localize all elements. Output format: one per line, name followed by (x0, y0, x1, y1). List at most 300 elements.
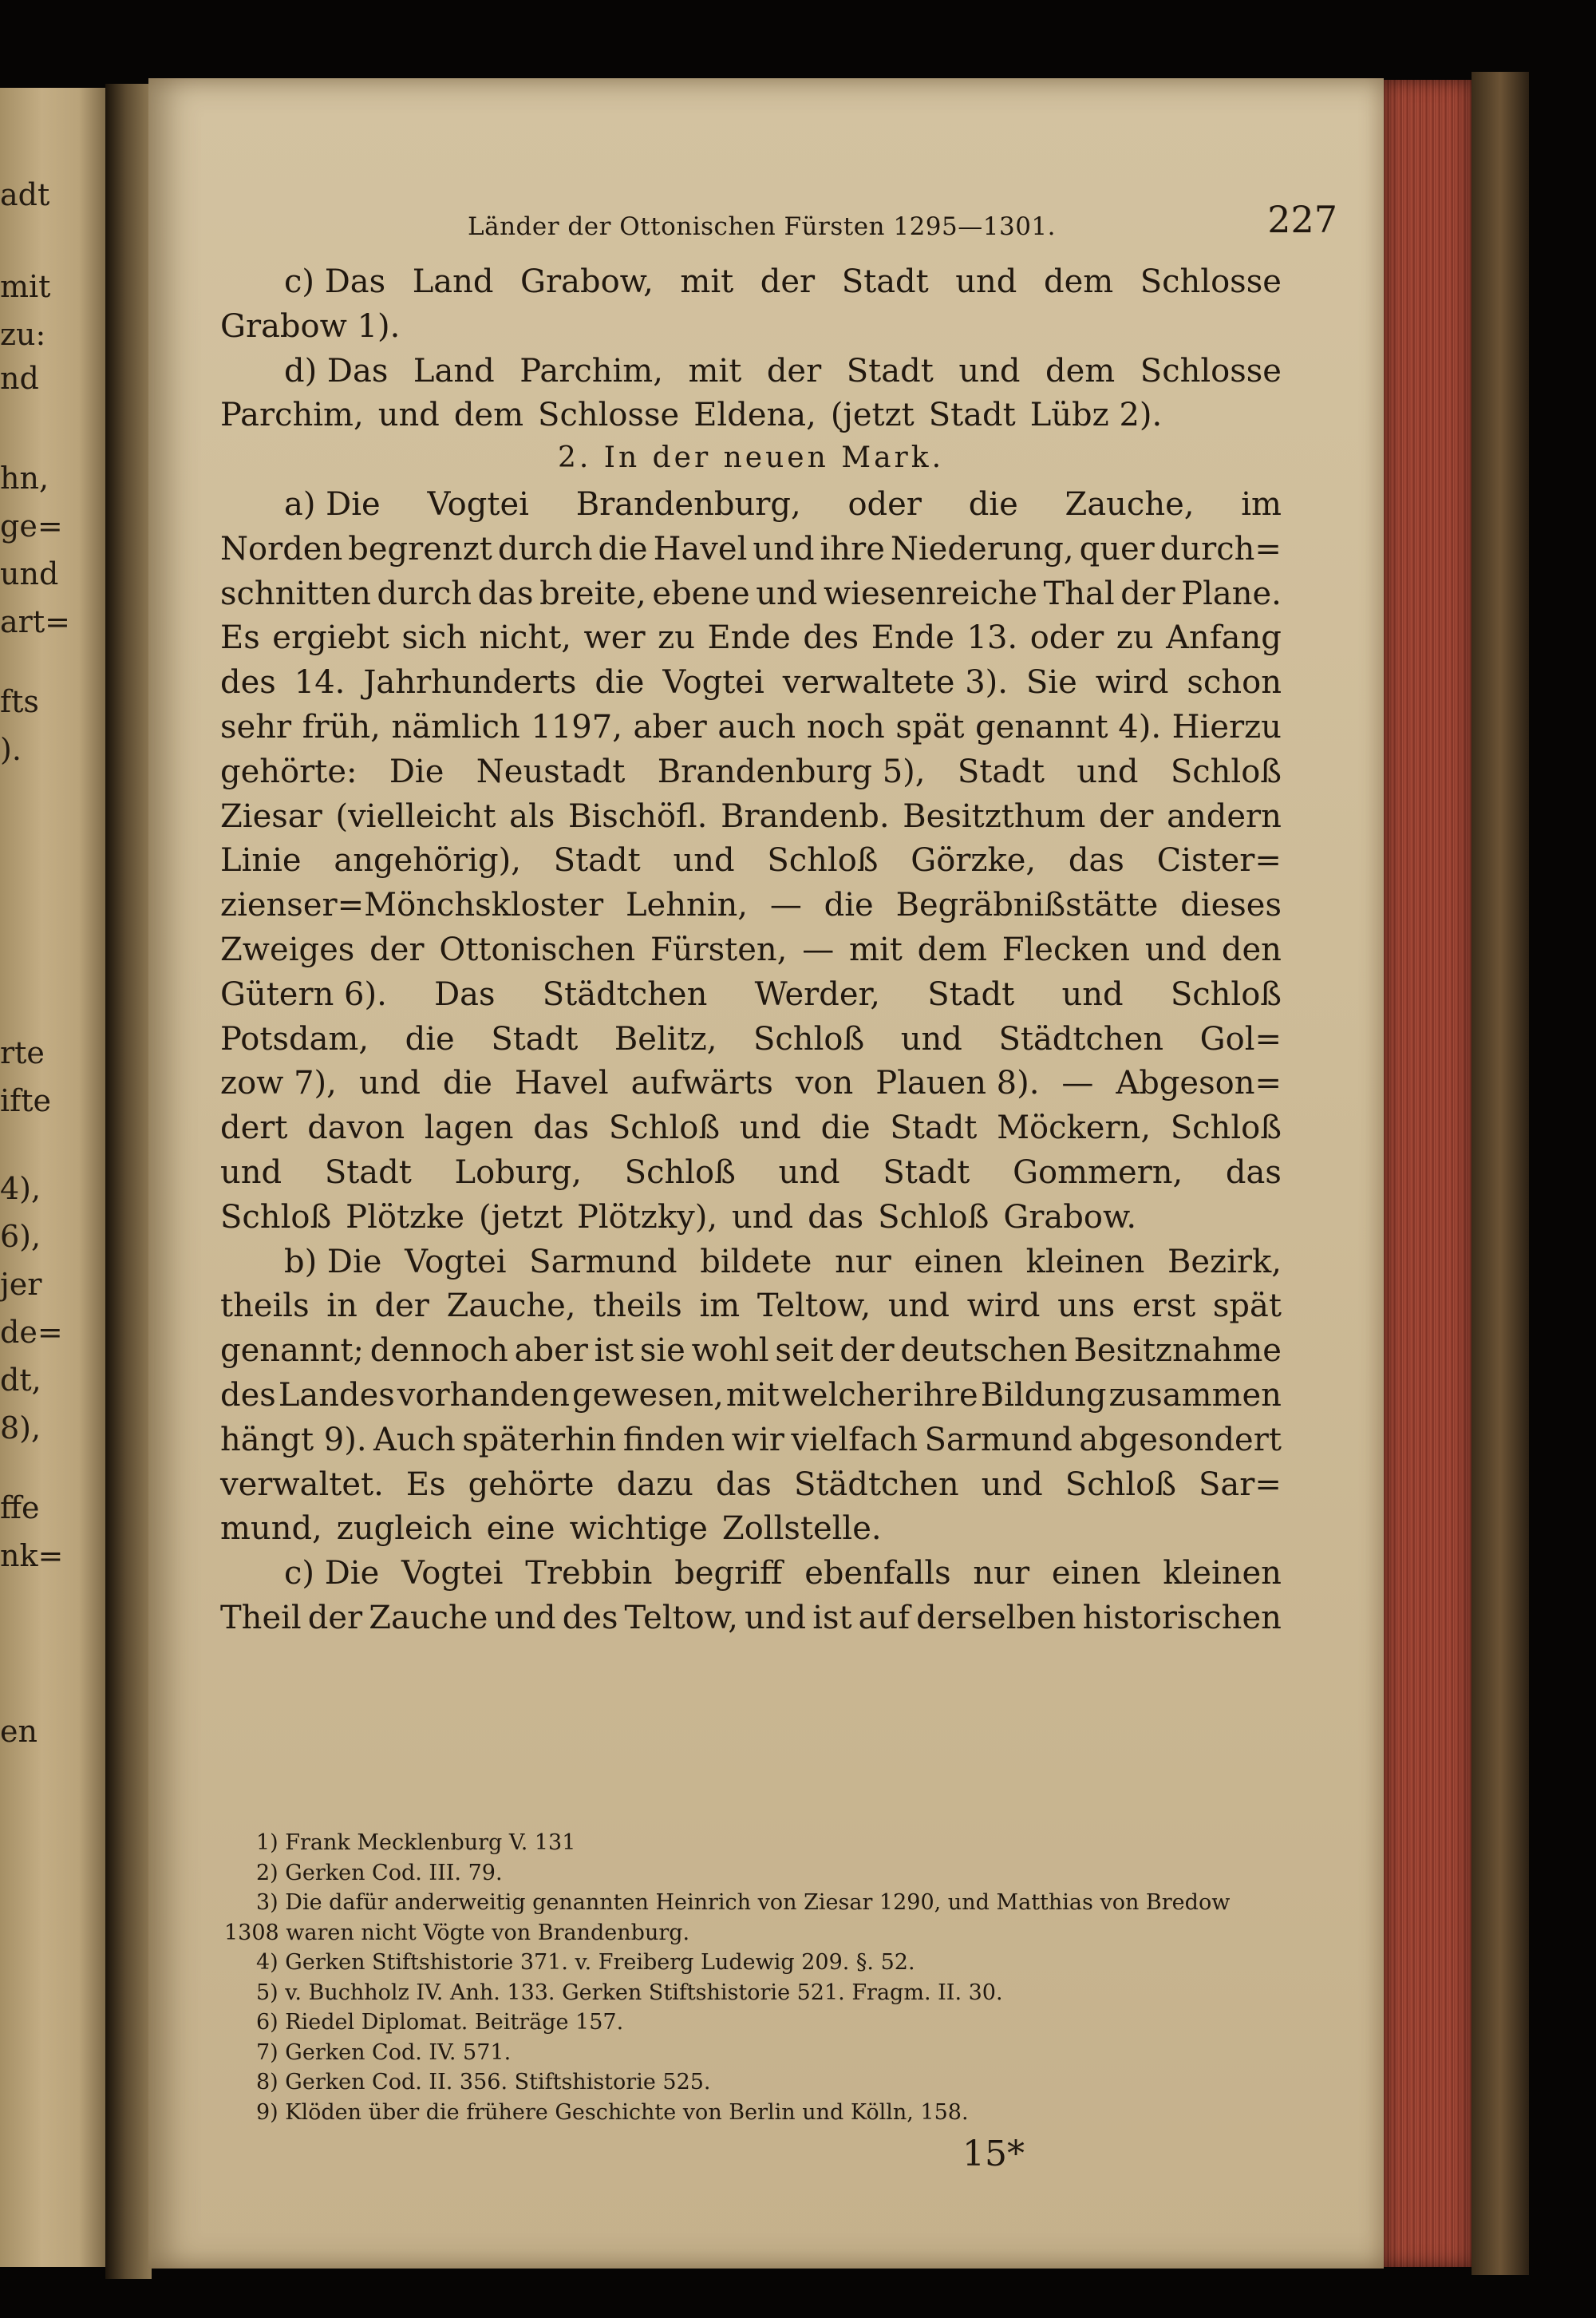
word: wird (1095, 664, 1169, 701)
word: (jetzt (830, 397, 915, 433)
running-title: Länder der Ottonischen Fürsten 1295—1301. (468, 212, 1056, 241)
word: und (494, 1600, 556, 1636)
text-line (220, 1065, 1282, 1110)
left-page-fragment: dt, (0, 1363, 41, 1398)
word: Teltow, (624, 1600, 738, 1636)
word: Stadt (846, 353, 934, 390)
word: c) Die (284, 1555, 380, 1592)
word: dert (220, 1110, 288, 1146)
word: gehörte: (220, 754, 358, 790)
word: mit (680, 263, 734, 300)
word: Schlosse (538, 397, 680, 433)
word: davon (307, 1110, 405, 1146)
word: die (968, 486, 1018, 523)
word: Plane. (1181, 576, 1282, 612)
word: die (820, 1110, 871, 1146)
word: Hierzu (1171, 709, 1282, 746)
word: der (839, 1332, 895, 1369)
word: die (824, 887, 874, 924)
word: Schlosse (1140, 353, 1282, 390)
word: durch (377, 576, 472, 612)
word: aber (514, 1332, 588, 1369)
word: seit (775, 1332, 834, 1369)
word: der (766, 353, 822, 390)
word: Neustadt (476, 754, 626, 790)
word: finden (622, 1422, 725, 1458)
word: Stadt (841, 263, 929, 300)
word: genannt; (220, 1332, 364, 1369)
word: Vogtei (427, 486, 529, 523)
text-line (220, 1021, 1282, 1066)
word: Schloß (1170, 976, 1282, 1013)
text-line (220, 1154, 1282, 1199)
word: durch (497, 531, 593, 568)
word: Havel (653, 531, 748, 568)
word: Stadt (324, 1154, 412, 1191)
word: und (753, 531, 815, 568)
left-page-fragment: mit (0, 269, 51, 304)
word: 1197, (531, 709, 622, 746)
word: das (477, 576, 534, 612)
word: und (756, 576, 818, 612)
word: mund, (220, 1510, 322, 1547)
word: Görzke, (911, 842, 1037, 879)
text-line (220, 1244, 1282, 1288)
word: Auch (373, 1422, 456, 1458)
word: eine (486, 1510, 555, 1547)
word: Zollstelle. (721, 1510, 882, 1547)
word: dieses (1180, 887, 1282, 924)
footnote: 2) Gerken Cod. III. 79. (256, 1861, 503, 1885)
word: 13. (966, 619, 1018, 656)
left-page-fragment: 4), (0, 1171, 41, 1206)
word: Besitzthum (903, 798, 1086, 835)
page-header (468, 198, 1361, 254)
word: verwaltete 3). (782, 664, 1008, 701)
word: spät (895, 709, 965, 746)
word: gewesen, (572, 1377, 724, 1414)
word: Belitz, (614, 1021, 717, 1058)
footnote: 6) Riedel Diplomat. Beiträge 157. (256, 2010, 624, 2035)
footnote: 3) Die dafür anderweitig genannten Heinrich von Ziesar 1290, und Matthias von Bredow (256, 1890, 1231, 1915)
text-line (220, 1422, 1282, 1466)
word: sehr (220, 709, 292, 746)
word: ist (812, 1600, 852, 1636)
text-line (220, 1110, 1282, 1154)
word: Lübz 2). (1029, 397, 1163, 433)
text-line (220, 842, 1282, 887)
word: das (1068, 842, 1124, 879)
word: das (533, 1110, 590, 1146)
footnote: 4) Gerken Stiftshistorie 371. v. Freiberg Ludewig 209. §. 52. (256, 1950, 915, 1975)
word: kleinen (1163, 1555, 1282, 1592)
word: dem (1043, 263, 1114, 300)
word: derselben (916, 1600, 1077, 1636)
word: ebenfalls (804, 1555, 951, 1592)
word: einen (914, 1244, 1004, 1280)
word: nur (835, 1244, 891, 1280)
word: wird (966, 1288, 1041, 1324)
word: schnitten (220, 576, 371, 612)
word: Lehnin, (625, 887, 748, 924)
word: auch (717, 709, 796, 746)
signature-mark: 15* (962, 2134, 1025, 2174)
left-facing-page (0, 88, 105, 2267)
word: Begräbnißstätte (895, 887, 1159, 924)
word: Stadt (957, 754, 1045, 790)
word: Gol= (1199, 1021, 1282, 1058)
word: Eldena, (693, 397, 816, 433)
text-line (220, 308, 1282, 353)
word: durch= (1159, 531, 1282, 568)
word: und (778, 1154, 840, 1191)
word: Fürsten, (650, 932, 788, 968)
word: Zauche (369, 1600, 488, 1636)
word: d) Das (284, 353, 389, 390)
word: Stadt (928, 397, 1016, 433)
word: die (595, 664, 645, 701)
word: gehörte (468, 1466, 595, 1503)
text-line (220, 576, 1282, 620)
word: und (887, 1288, 950, 1324)
left-page-fragment: zu: (0, 317, 46, 352)
word: Sarmund (529, 1244, 678, 1280)
word: Gommern, (1013, 1154, 1183, 1191)
word: des (562, 1600, 618, 1636)
left-page-fragment: nd (0, 361, 39, 396)
word: andern (1167, 798, 1282, 835)
word: Thal (1043, 576, 1115, 612)
word: und (1144, 932, 1207, 968)
left-page-fragment: adt (0, 177, 50, 212)
word: Zweiges (220, 932, 355, 968)
word: Zauche, (446, 1288, 576, 1324)
text-line (220, 1199, 1282, 1244)
word: und (1061, 976, 1124, 1013)
word: der (1120, 576, 1175, 612)
word: den (1221, 932, 1282, 968)
word: Es (220, 619, 260, 656)
left-page-fragment: ffe (0, 1490, 40, 1525)
word: Grabow 1). (220, 308, 401, 345)
word: Werder, (754, 976, 880, 1013)
left-page-fragment: ). (0, 732, 22, 767)
word: und (739, 1110, 801, 1146)
word: früh, (302, 709, 381, 746)
word: ergiebt (272, 619, 389, 656)
word: Theil (220, 1600, 302, 1636)
word: Schloß (878, 1199, 990, 1236)
word: Möckern, (997, 1110, 1152, 1146)
word: Ende (871, 619, 954, 656)
word: wichtige (569, 1510, 708, 1547)
word: die (405, 1021, 455, 1058)
text-line (220, 397, 1282, 441)
word: genannt 4). (975, 709, 1162, 746)
word: die (442, 1065, 492, 1102)
page-number: 227 (1267, 198, 1337, 241)
word: Schloß (608, 1110, 721, 1146)
text-line (220, 486, 1282, 531)
left-page-fragment: 6), (0, 1219, 41, 1254)
word: noch (806, 709, 885, 746)
text-line (220, 1377, 1282, 1422)
word: und (732, 1199, 794, 1236)
word: Schlosse (1140, 263, 1282, 300)
word: dennoch (369, 1332, 508, 1369)
word: Schloß (1170, 754, 1282, 790)
word: zusammen (1108, 1377, 1282, 1414)
left-page-fragment: fts (0, 684, 39, 719)
word: Plötzke (346, 1199, 465, 1236)
word: und (900, 1021, 962, 1058)
word: a) Die (284, 486, 381, 523)
word: angehörig), (334, 842, 521, 879)
word: und (745, 1600, 807, 1636)
word: späterhin (462, 1422, 617, 1458)
text-line (220, 531, 1282, 576)
word: dem (917, 932, 987, 968)
word: als (509, 798, 555, 835)
left-page-fragment: ifte (0, 1083, 51, 1118)
text-line (220, 1555, 1282, 1600)
word: auf (858, 1600, 911, 1636)
word: (vielleicht (335, 798, 496, 835)
word: — (1061, 1065, 1094, 1102)
book-page (148, 78, 1384, 2269)
text-line (220, 976, 1282, 1021)
page-edges (1384, 80, 1472, 2267)
word: Städtchen (793, 1466, 959, 1503)
word: Sar= (1199, 1466, 1282, 1503)
word: und (955, 263, 1017, 300)
word: mit (849, 932, 903, 968)
word: nur (973, 1555, 1030, 1592)
word: Vogtei (405, 1244, 507, 1280)
word: begriff (674, 1555, 783, 1592)
word: Land (413, 353, 495, 390)
word: 14. (294, 664, 346, 701)
word: Linie (220, 842, 302, 879)
word: Landes (278, 1377, 395, 1414)
word: Land (412, 263, 494, 300)
word: Plauen 8). (875, 1065, 1040, 1102)
word: von (795, 1065, 854, 1102)
word: Es (405, 1466, 446, 1503)
text-line (220, 1332, 1282, 1377)
word: im (699, 1288, 741, 1324)
word: Städtchen (998, 1021, 1164, 1058)
word: des (220, 1377, 276, 1414)
word: Grabow, (520, 263, 654, 300)
word: Schloß (1065, 1466, 1176, 1503)
word: Zauche, (1065, 486, 1195, 523)
word: wir (731, 1422, 784, 1458)
word: Stadt (927, 976, 1015, 1013)
word: zow 7), (220, 1065, 337, 1102)
word: der (369, 932, 425, 968)
word: Stadt (890, 1110, 978, 1146)
left-page-fragment: rte (0, 1035, 45, 1070)
word: dem (1045, 353, 1116, 390)
word: kleinen (1025, 1244, 1145, 1280)
word: Plötzky), (576, 1199, 718, 1236)
word: nicht, (479, 619, 571, 656)
text-line (220, 263, 1282, 308)
footnote: 7) Gerken Cod. IV. 571. (256, 2040, 512, 2065)
word: Abgeson= (1116, 1065, 1282, 1102)
word: (jetzt (479, 1199, 563, 1236)
word: der (1099, 798, 1154, 835)
word: — (769, 887, 802, 924)
word: und (981, 1466, 1043, 1503)
word: welcher (781, 1377, 911, 1414)
left-page-fragment: und (0, 556, 59, 591)
footnote: 9) Klöden über die frühere Geschichte von Berlin und Kölln, 158. (256, 2100, 969, 2125)
word: Schloß (1170, 1110, 1282, 1146)
word: Schloß (767, 842, 879, 879)
word: in (326, 1288, 358, 1324)
word: im (1241, 486, 1282, 523)
text-line (220, 353, 1282, 398)
text-line (220, 1288, 1282, 1332)
word: wer (583, 619, 646, 656)
word: Sarmund (924, 1422, 1073, 1458)
word: aber (633, 709, 707, 746)
word: ebene (652, 576, 750, 612)
word: Trebbin (525, 1555, 653, 1592)
word: das (808, 1199, 864, 1236)
word: c) Das (284, 263, 386, 300)
text-line (220, 709, 1282, 754)
section-heading (220, 441, 1282, 486)
word: uns (1057, 1288, 1116, 1324)
word: dem (453, 397, 524, 433)
word: Teltow, (757, 1288, 871, 1324)
text-line (220, 1600, 1282, 1644)
word: oder (1029, 619, 1104, 656)
word: bildete (700, 1244, 812, 1280)
left-page-fragment: art= (0, 604, 70, 639)
word: oder (847, 486, 922, 523)
word: vorhanden (397, 1377, 571, 1414)
word: verwaltet. (220, 1466, 384, 1503)
word: aufwärts (630, 1065, 773, 1102)
word: Gütern 6). (220, 976, 387, 1013)
word: und (377, 397, 440, 433)
word: erst (1132, 1288, 1196, 1324)
word: der (374, 1288, 429, 1324)
word: zugleich (336, 1510, 472, 1547)
word: Flecken (1001, 932, 1131, 968)
word: hängt 9). (220, 1422, 367, 1458)
word: Bezirk, (1167, 1244, 1282, 1280)
word: zu (1116, 619, 1154, 656)
word: mit (688, 353, 742, 390)
word: Ziesar (220, 798, 322, 835)
word: nämlich (391, 709, 520, 746)
word: Stadt (553, 842, 641, 879)
word: Ende (707, 619, 791, 656)
text-line (220, 887, 1282, 932)
word: Cister= (1156, 842, 1282, 879)
word: historischen (1082, 1600, 1282, 1636)
left-page-fragment: hn, (0, 461, 49, 496)
word: Brandenb. (721, 798, 890, 835)
word: lagen (424, 1110, 514, 1146)
word: und (1077, 754, 1139, 790)
book-gutter (105, 84, 152, 2279)
word: deutschen (900, 1332, 1068, 1369)
word: — (802, 932, 835, 968)
word: ist (594, 1332, 634, 1369)
word: zu (658, 619, 695, 656)
word: Sie (1025, 664, 1077, 701)
text-line (220, 664, 1282, 709)
word: Städtchen (542, 976, 708, 1013)
word: Parchim, (519, 353, 663, 390)
word: und (358, 1065, 421, 1102)
word: vielfach (791, 1422, 918, 1458)
word: des (803, 619, 859, 656)
text-line (220, 798, 1282, 843)
word: das (1225, 1154, 1282, 1191)
word: und (958, 353, 1021, 390)
word: ihre (820, 531, 885, 568)
word: Niederung, (890, 531, 1074, 568)
word: spät (1212, 1288, 1282, 1324)
word: wiesenreiche (823, 576, 1038, 612)
word: breite, (539, 576, 646, 612)
word: Anfang (1166, 619, 1282, 656)
word: Potsdam, (220, 1021, 369, 1058)
word: b) Die (284, 1244, 382, 1280)
word: einen (1051, 1555, 1141, 1592)
word: abgesondert (1079, 1422, 1282, 1458)
word: wohl (691, 1332, 769, 1369)
word: zienser=Mönchskloster (220, 887, 604, 924)
footnote: 1308 waren nicht Vögte von Brandenburg. (224, 1920, 690, 1945)
word: schon (1187, 664, 1282, 701)
word: und (673, 842, 735, 879)
text-line (220, 1466, 1282, 1511)
word: quer (1079, 531, 1155, 568)
word: Bildung (980, 1377, 1107, 1414)
word: Havel (514, 1065, 609, 1102)
text-line (220, 619, 1282, 664)
word: mit (725, 1377, 780, 1414)
word: Brandenburg, (575, 486, 801, 523)
word: dazu (616, 1466, 693, 1503)
left-page-fragment: 8), (0, 1410, 41, 1446)
word: 2. In der neuen Mark. (557, 441, 945, 474)
word: Jahrhunderts (363, 664, 577, 701)
word: Stadt (883, 1154, 970, 1191)
footnote: 1) Frank Mecklenburg V. 131 (256, 1830, 576, 1855)
word: Das (434, 976, 496, 1013)
word: Loburg, (454, 1154, 582, 1191)
word: Brandenburg 5), (657, 754, 926, 790)
book-cover-edge (1472, 72, 1529, 2275)
word: und (220, 1154, 282, 1191)
word: die (598, 531, 648, 568)
text-line (220, 932, 1282, 976)
word: theils (593, 1288, 682, 1324)
word: Schloß (753, 1021, 865, 1058)
left-page-fragment: ge= (0, 508, 63, 544)
word: des (220, 664, 276, 701)
word: das (715, 1466, 772, 1503)
